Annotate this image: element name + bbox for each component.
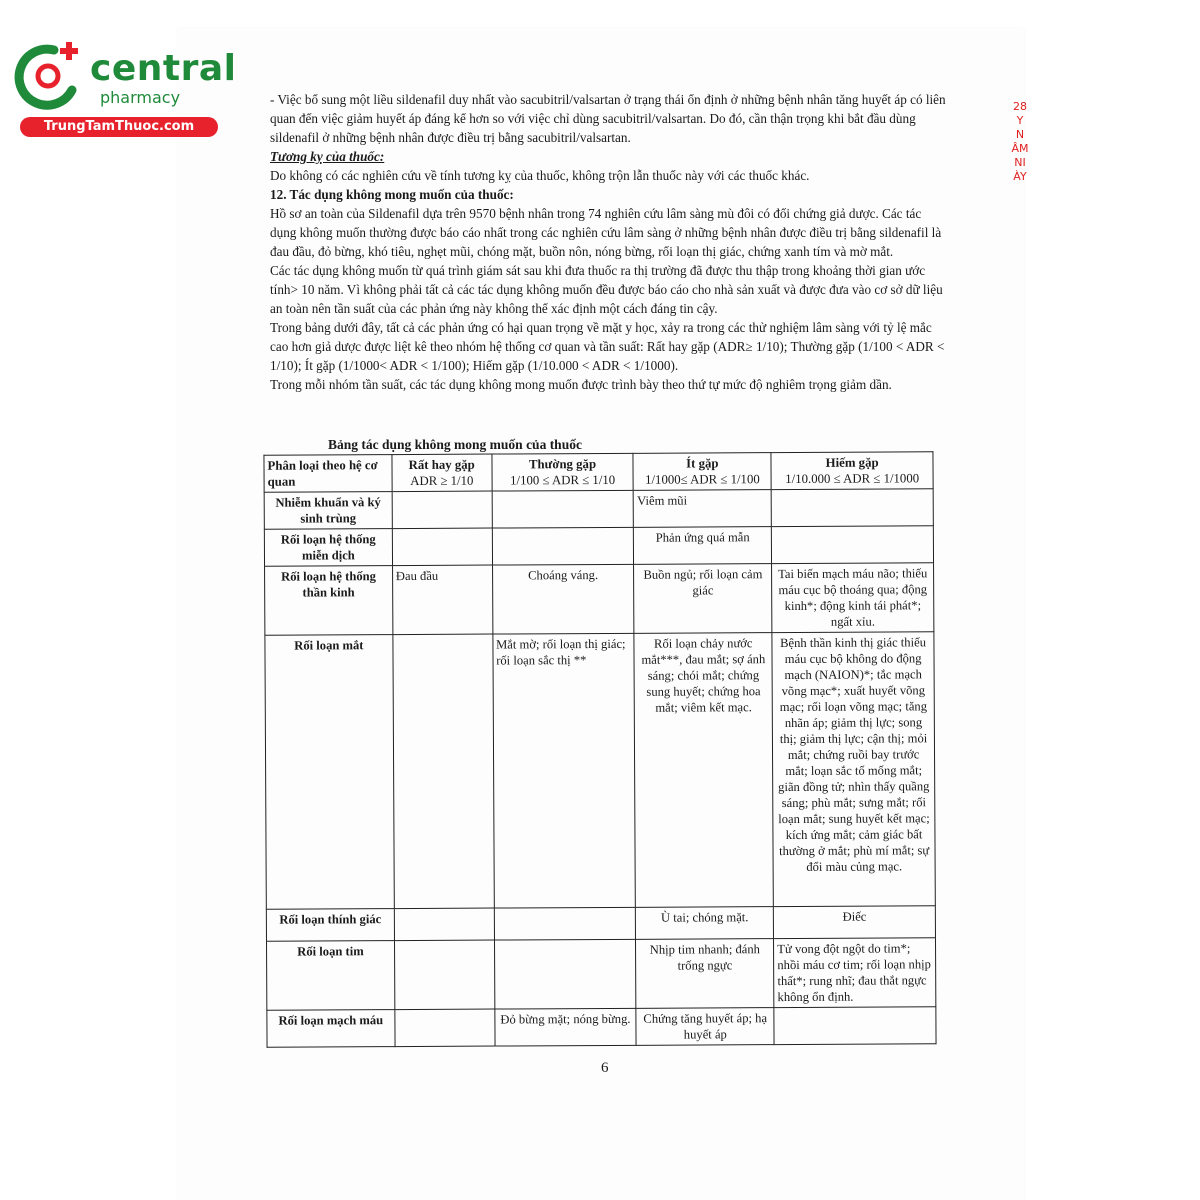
header-rare: Hiếm gặp 1/10.000 ≤ ADR ≤ 1/1000	[771, 452, 933, 490]
cell-rare	[772, 526, 934, 564]
cell-group: Rối loạn mạch máu	[267, 1010, 395, 1048]
cell-rare: Bệnh thần kinh thị giác thiếu máu cục bộ không do động mạch (NAION)*; tắc mạch võng mạc*; xuất huyết võng mạc; rối loạn võng mạc; tăng nhãn áp; giảm thị lực; song thị; giảm thị lực; cận thị; mỏi mắt; chứng ruồi bay trước mắt; loạn sắc tố mống mắt; giãn đồng tử; nhìn thấy quầng sáng; phù mắt; sưng mắt; rối loạn mắt; sung huyết kết mạc; kích ứng mắt; cảm giác bất thường ở mắt; phù mí mắt; sự đổi màu củng mạc.	[772, 632, 935, 907]
page-number: 6	[601, 1060, 609, 1076]
cell-uncommon: Rối loạn chảy nước mắt***, đau mắt; sợ ánh sáng; chói mắt; chứng sung huyết; chứng hoa mắt; viêm kết mạc.	[634, 633, 773, 908]
stamp-char: ÀY	[1013, 170, 1027, 183]
heading-adverse-effects: 12. Tác dụng không mong muốn của thuốc:	[270, 187, 514, 202]
cell-rare: Tai biến mạch máu não; thiếu máu cục bộ thoáng qua; động kinh*; động kinh tái phát*; ngất xỉu.	[772, 563, 934, 633]
cell-group: Rối loạn thính giác	[266, 909, 394, 942]
stamp-char: N	[1015, 128, 1025, 141]
paragraph-table-intro: Trong bảng dưới đây, tất cả các phản ứng có hại quan trọng về mặt y học, xảy ra trong các thử nghiệm lâm sàng với tỷ lệ mắc cao hơn giả dược được liệt kê theo nhóm hệ thống cơ quan và tần suất: Rất hay gặp (ADR≥ 1/10); Thường gặp (1/100 < ADR < 1/10); Ít gặp (1/1000< ADR < 1/100); Hiếm gặp (1/10.000 < ADR < 1/1000).	[270, 320, 945, 373]
cell-very-common	[394, 908, 494, 941]
cell-very-common	[393, 634, 494, 909]
cell-rare	[774, 1007, 936, 1045]
cell-very-common: Đau đầu	[392, 565, 492, 635]
cell-common	[492, 490, 634, 528]
paragraph-sacubitril: - Việc bổ sung một liều sildenafil duy nhất vào sacubitril/valsartan ở trạng thái ổn định ở những bệnh nhân tăng huyết áp có liên quan đến việc giảm huyết áp đáng kể hơn so với việc chỉ dùng sacubitril/valsartan. Do đó, cần thận trọng khi bắt đầu dùng sildenafil ở những bệnh nhân được điều trị bằng sacubitril/valsartan.	[270, 92, 946, 145]
logo-sub: pharmacy	[100, 88, 181, 107]
heading-compatibility: Tương kỵ của thuốc:	[270, 149, 385, 164]
table-header-row	[264, 452, 933, 493]
paragraph-safety-profile: Hồ sơ an toàn của Sildenafil dựa trên 9570 bệnh nhân trong 74 nghiên cứu lâm sàng mù đôi có đối chứng giả dược. Các tác dụng không muốn thường được báo cáo nhất trong các nghiên cứu lâm sàng ở những bệnh nhân được điều trị bằng sildenafil là đau đầu, đỏ bừng, khó tiêu, nghẹt mũi, chóng mặt, buồn nôn, nóng bừng, rối loạn thị giác, chứng xanh tím và mờ mắt.	[270, 206, 942, 259]
cell-common: Choáng váng.	[492, 564, 634, 634]
table-row	[265, 632, 935, 909]
header-organ-class: Phân loại theo hệ cơ quan	[264, 455, 392, 493]
cell-common: Mắt mờ; rối loạn thị giác; rối loạn sắc thị **	[493, 633, 636, 908]
red-stamp	[1010, 100, 1030, 260]
header-common: Thường gặp 1/100 ≤ ADR ≤ 1/10	[492, 453, 634, 491]
table-row	[264, 526, 933, 567]
cell-group: Rối loạn hệ thống thần kinh	[265, 566, 393, 636]
pharmacy-cross-icon	[10, 38, 90, 113]
stamp-char: ÂM	[1011, 142, 1029, 155]
cell-group: Rối loạn hệ thống miễn dịch	[264, 529, 392, 567]
cell-very-common	[394, 940, 494, 1010]
paragraph-compatibility: Do không có các nghiên cứu về tính tương kỵ của thuốc, không trộn lẫn thuốc này với các thuốc khác.	[270, 168, 810, 183]
table-title: Bảng tác dụng không mong muốn của thuốc	[328, 437, 582, 452]
header-very-common: Rất hay gặp ADR ≥ 1/10	[392, 454, 492, 492]
paragraph-post-marketing: Các tác dụng không muốn từ quá trình giám sát sau khi đưa thuốc ra thị trường đã được thu thập trong khoảng thời gian ước tính> 10 năm. Vì không phải tất cả các tác dụng không muốn đều được báo cáo cho nhà sản xuất và được đưa vào cơ sở dữ liệu an toàn nên tần suất của các phản ứng này không thể xác định một cách đáng tin cậy.	[270, 263, 943, 316]
cell-common: Đỏ bừng mặt; nóng bừng.	[494, 1008, 636, 1046]
cell-common	[492, 527, 634, 565]
cell-very-common	[392, 491, 492, 529]
cell-group: Nhiễm khuẩn và ký sinh trùng	[264, 492, 392, 530]
adverse-effects-table	[263, 451, 936, 1048]
cell-uncommon: Chứng tăng huyết áp; hạ huyết áp	[636, 1008, 774, 1046]
table-row	[266, 906, 935, 942]
cell-common	[494, 939, 636, 1009]
table-row	[265, 563, 934, 636]
paragraph-severity-order: Trong mỗi nhóm tần suất, các tác dụng không mong muốn được trình bày theo thứ tự mức độ nghiêm trọng giảm dần.	[270, 377, 892, 392]
header-uncommon: Ít gặp 1/1000≤ ADR ≤ 1/100	[633, 453, 771, 491]
cell-rare: Tử vong đột ngột do tim*; nhồi máu cơ tim; rối loạn nhịp thất*; rung nhĩ; đau thắt ngực không ổn định.	[774, 938, 936, 1008]
stamp-char: NI	[1014, 156, 1026, 169]
table-row	[264, 489, 933, 530]
cell-uncommon: Buồn ngủ; rối loạn cảm giác	[634, 564, 772, 634]
cell-rare: Điếc	[774, 906, 936, 939]
logo-url[interactable]: TrungTamThuoc.com	[20, 117, 218, 137]
stamp-char: 28	[1013, 100, 1027, 113]
cell-uncommon: Ù tai; chóng mặt.	[636, 907, 774, 940]
body-text	[270, 90, 950, 394]
cell-common	[494, 907, 636, 940]
logo-brand: central	[90, 48, 237, 89]
cell-group: Rối loạn tim	[266, 941, 394, 1011]
table-row	[267, 1007, 936, 1048]
cell-uncommon: Nhịp tim nhanh; đánh trống ngực	[636, 939, 774, 1009]
cell-uncommon: Phản ứng quá mẫn	[634, 527, 772, 565]
central-pharmacy-logo[interactable]	[10, 38, 237, 138]
cell-very-common	[395, 1009, 495, 1047]
cell-rare	[771, 489, 933, 527]
cell-very-common	[392, 528, 492, 566]
cell-group: Rối loạn mắt	[265, 635, 394, 910]
table-row	[266, 938, 935, 1011]
stamp-char: Y	[1016, 114, 1024, 127]
cell-uncommon: Viêm mũi	[634, 490, 772, 528]
